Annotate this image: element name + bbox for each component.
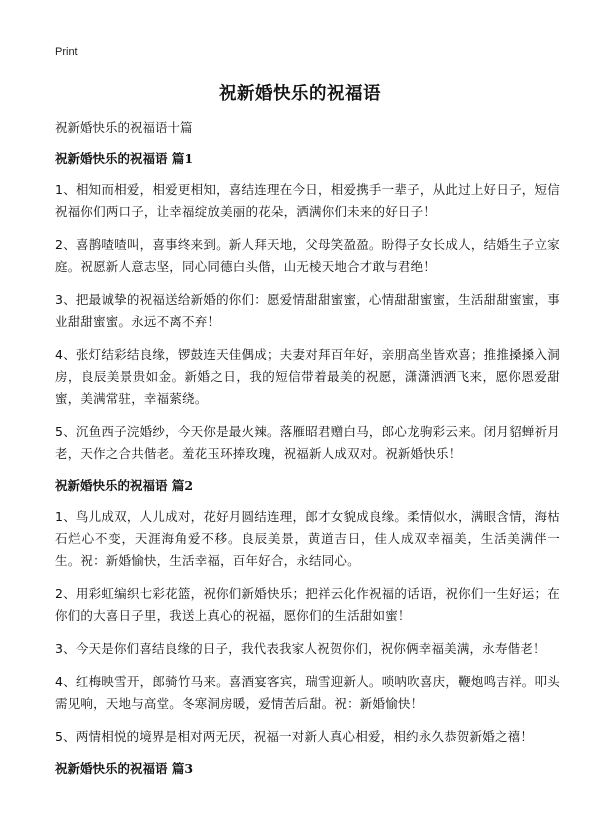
paragraph: 3、把最诚挚的祝福送给新婚的你们：愿爱情甜甜蜜蜜，心情甜甜蜜蜜，生活甜甜蜜蜜，事业甜甜蜜蜜。永远不离不弃！ (55, 292, 560, 329)
paragraph: 1、相知而相爱，相爱更相知，喜结连理在今日，相爱携手一辈子，从此过上好日子，短信祝福你们两口子，让幸福绽放美丽的花朵，洒满你们未来的好日子！ (55, 182, 560, 219)
paragraph: 2、用彩虹编织七彩花篮，祝你们新婚快乐；把祥云化作祝福的话语，祝你们一生好运；在你们的大喜日子里，我送上真心的祝福，愿你们的生活甜如蜜！ (55, 586, 560, 623)
paragraph: 4、红梅映雪开，郎骑竹马来。喜酒宴客宾，瑞雪迎新人。唢呐吹喜庆，鞭炮鸣吉祥。叩头需见响，天地与高堂。冬寒洞房暖，爱情苦后甜。祝：新婚愉快！ (55, 674, 560, 711)
document-content (55, 118, 560, 789)
paragraph: 1、鸟儿成双，人儿成对，花好月圆结连理，郎才女貌成良缘。柔情似水，满眼含情，海枯石烂心不变，天涯海角爱不移。良辰美景，黄道吉日，佳人成双幸福美，生活美满伴一生。祝：新婚愉快，生活幸福，百年好合，永结同心。 (55, 509, 560, 568)
paragraph: 5、两情相悦的境界是相对两无厌，祝福一对新人真心相爱，相约永久恭贺新婚之禧！ (55, 729, 534, 744)
section-heading: 祝新婚快乐的祝福语 篇2 (55, 478, 194, 493)
paragraph: 5、沉鱼西子浣婚纱，今天你是最火辣。落雁昭君赠白马，郎心龙驹彩云来。闭月貂蝉祈月老，天作之合共偕老。羞花玉环捧玫瑰，祝福新人成双对。祝新婚快乐！ (55, 424, 560, 461)
document-subtitle: 祝新婚快乐的祝福语十篇 (55, 120, 193, 135)
paragraph: 4、张灯结彩结良缘，锣鼓连天佳偶成；夫妻对拜百年好，亲朋高坐皆欢喜；推推搡搡入洞房，良辰美景贵如金。新婚之日，我的短信带着最美的祝愿，潇潇洒洒飞来，愿你恩爱甜蜜，美满常驻，幸福萦绕。 (55, 347, 560, 406)
print-link[interactable]: Print (55, 46, 78, 58)
paragraph: 3、今天是你们喜结良缘的日子，我代表我家人祝贺你们，祝你俩幸福美满，永寿偕老！ (55, 641, 546, 656)
section-heading: 祝新婚快乐的祝福语 篇3 (55, 761, 194, 776)
page-title: 祝新婚快乐的祝福语 (219, 84, 381, 104)
section-heading: 祝新婚快乐的祝福语 篇1 (55, 151, 194, 166)
paragraph: 2、喜鹊喳喳叫，喜事终来到。新人拜天地，父母笑盈盈。盼得子女长成人，结婚生子立家庭。祝愿新人意志坚，同心同德白头偕，山无棱天地合才敢与君绝！ (55, 237, 560, 274)
